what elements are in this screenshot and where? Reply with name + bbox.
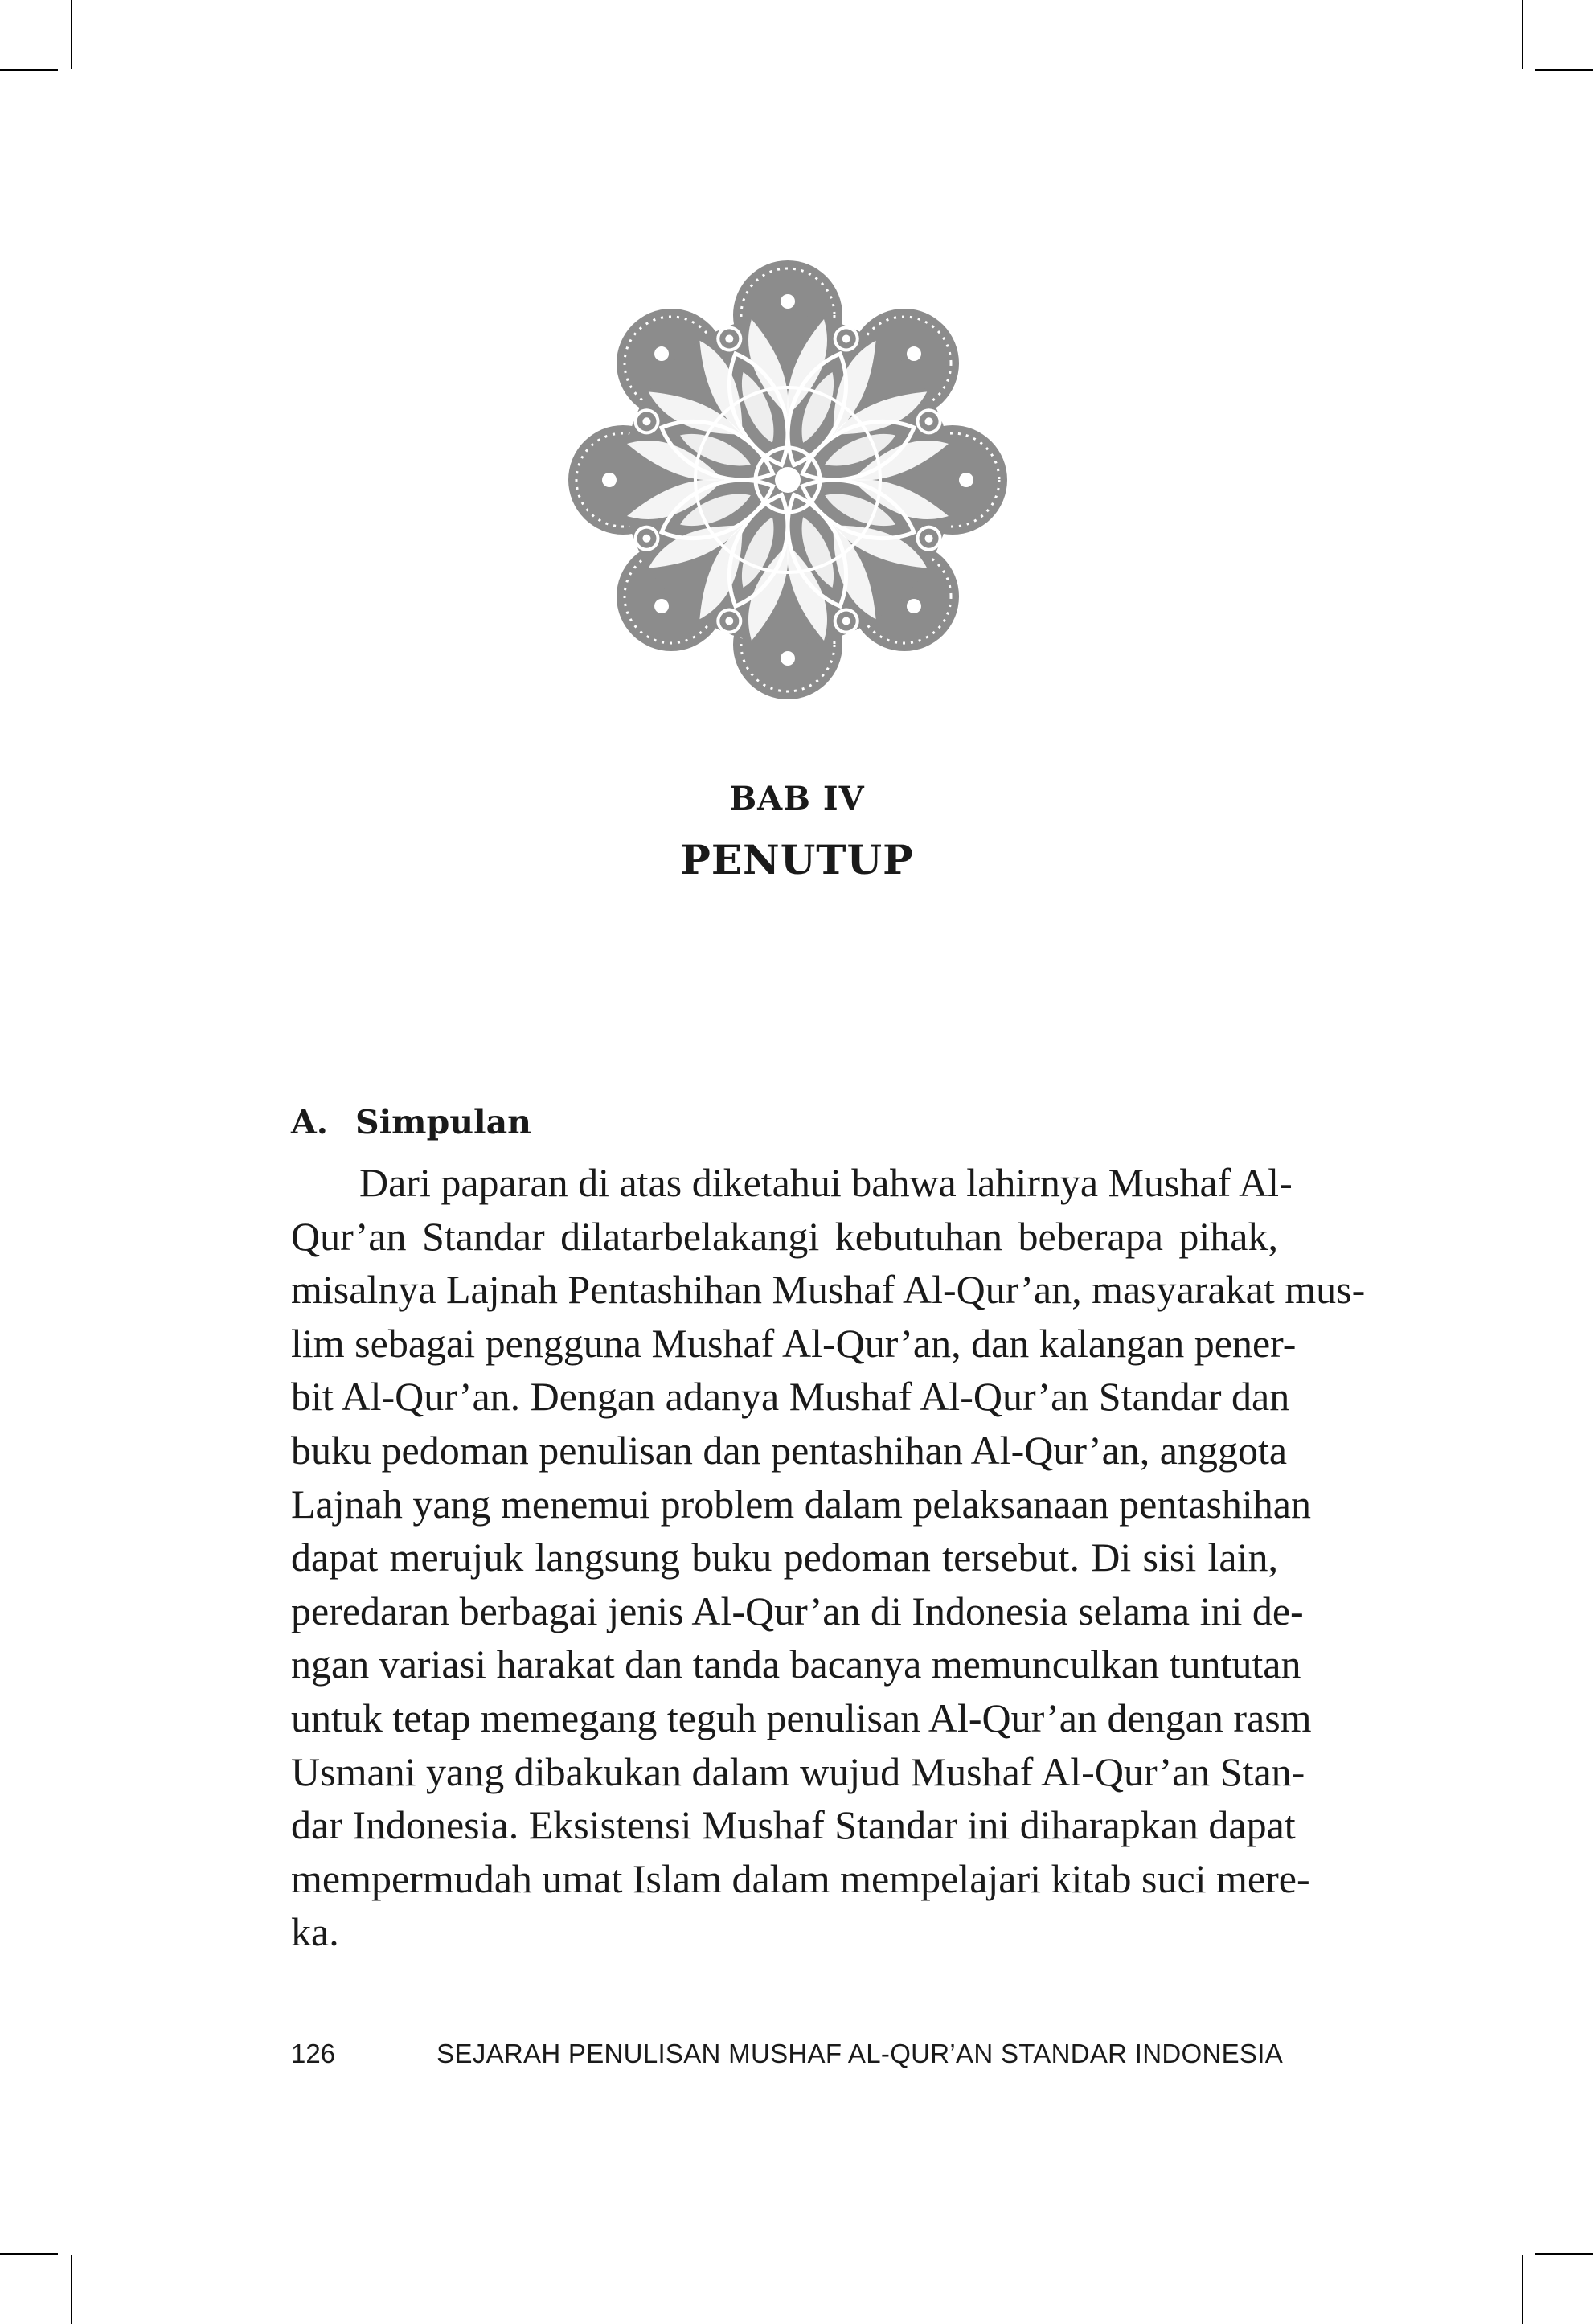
crop-mark-top-right-h bbox=[1535, 69, 1593, 71]
crop-mark-bottom-left-v bbox=[71, 2255, 72, 2324]
body-line: misalnya Lajnah Pentashihan Mushaf Al-Qur’an, masyarakat mus- bbox=[291, 1267, 1366, 1313]
body-line: ka. bbox=[291, 1909, 339, 1955]
body-line: bit Al-Qur’an. Dengan adanya Mushaf Al-Qur’an Standar dan bbox=[291, 1374, 1290, 1420]
body-line: ngan variasi harakat dan tanda bacanya memunculkan tuntutan bbox=[291, 1642, 1301, 1687]
body-paragraph bbox=[291, 1156, 1366, 1959]
crop-mark-bottom-right-v bbox=[1522, 2255, 1523, 2324]
body-line: buku pedoman penulisan dan pentashihan Al-Qur’an, anggota bbox=[291, 1427, 1288, 1473]
chapter-title: PENUTUP bbox=[680, 836, 914, 883]
section-title: Simpulan bbox=[355, 1103, 531, 1142]
body-line: peredaran berbagai jenis Al-Qur’an di Indonesia selama ini de- bbox=[291, 1588, 1304, 1633]
body-line: Usmani yang dibakukan dalam wujud Mushaf Al-Qur’an Stan- bbox=[291, 1748, 1305, 1794]
crop-mark-top-left-v bbox=[71, 0, 72, 69]
floral-mandala-icon bbox=[567, 259, 1009, 701]
body-line: Lajnah yang menemui problem dalam pelaksanaan pentashihan bbox=[291, 1481, 1311, 1527]
chapter-label: BAB IV bbox=[729, 780, 865, 818]
crop-mark-bottom-left-h bbox=[0, 2253, 58, 2255]
crop-mark-top-left-h bbox=[0, 69, 58, 71]
section-heading bbox=[291, 1103, 531, 1142]
body-line: untuk tetap memegang teguh penulisan Al-Qur’an dengan rasm bbox=[291, 1695, 1312, 1740]
running-title: SEJARAH PENULISAN MUSHAF AL-QUR’AN STANDAR INDONESIA bbox=[436, 2039, 1283, 2068]
body-line: dapat merujuk langsung buku pedoman tersebut. Di sisi lain, bbox=[291, 1535, 1278, 1580]
body-line: mempermudah umat Islam dalam mempelajari kitab suci mere- bbox=[291, 1855, 1310, 1901]
body-line: dar Indonesia. Eksistensi Mushaf Standar ini diharapkan dapat bbox=[291, 1802, 1296, 1848]
crop-mark-top-right-v bbox=[1522, 0, 1523, 69]
body-line: lim sebagai pengguna Mushaf Al-Qur’an, dan kalangan pener- bbox=[291, 1320, 1297, 1366]
body-line: Qur’an Standar dilatarbelakangi kebutuhan beberapa pihak, bbox=[291, 1213, 1278, 1259]
page-number: 126 bbox=[291, 2039, 336, 2068]
crop-mark-bottom-right-h bbox=[1535, 2253, 1593, 2255]
section-number: A. bbox=[291, 1103, 329, 1142]
body-line: Dari paparan di atas diketahui bahwa lahirnya Mushaf Al- bbox=[359, 1160, 1293, 1205]
